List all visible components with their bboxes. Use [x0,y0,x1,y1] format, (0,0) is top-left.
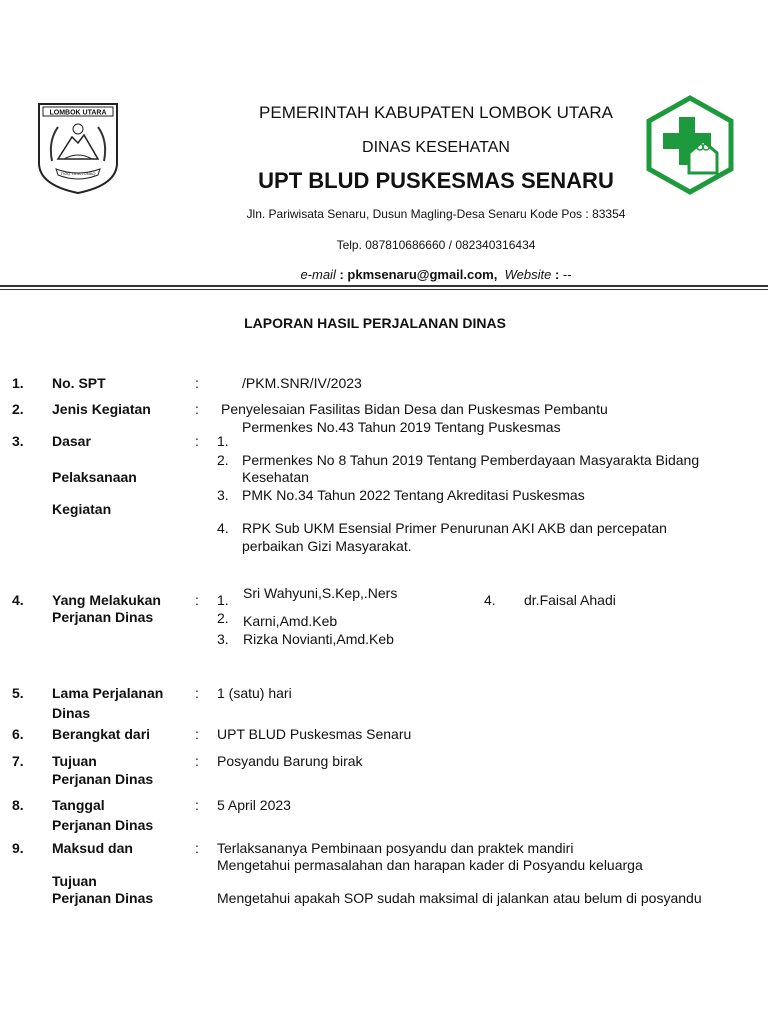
purpose-line: Mengetahui permasalahan dan harapan kader di Posyandu keluarga [217,857,643,873]
item-label: Jenis Kegiatan [52,401,151,417]
item-number: 9. [12,840,24,856]
letterhead-phone: Telp. 087810686660 / 082340316434 [336,238,536,252]
item-number: 7. [12,753,24,769]
person-name: Karni,Amd.Keb [243,613,338,629]
colon: : [195,592,199,608]
basis-number: 4. [217,520,229,536]
item-label: Perjanan Dinas [52,890,154,906]
letterhead-government: PEMERINTAH KABUPATEN LOMBOK UTARA [259,103,613,122]
item-label: Tujuan [52,873,97,889]
email-label: e-mail [300,267,336,282]
basis-text: RPK Sub UKM Esensial Primer Penurunan AKI AKB dan percepatan [242,520,667,536]
basis-number: 2. [217,452,229,468]
header-divider-thin [0,289,768,290]
colon: : [195,433,199,449]
activity-type: Penyelesaian Fasilitas Bidan Desa dan Puskesmas Pembantu [221,401,608,417]
item-label: No. SPT [52,375,106,391]
email-value: pkmsenaru@gmail.com, [347,267,498,282]
website-label: Website [504,267,552,282]
emblem-title: LOMBOK UTARA [49,109,107,117]
trip-date: 5 April 2023 [217,797,291,813]
colon: : [195,797,199,813]
letterhead-institution: UPT BLUD PUSKESMAS SENARU [258,168,614,193]
person-number: 3. [217,631,229,647]
person-name: dr.Faisal Ahadi [524,592,616,608]
basis-number: 1. [217,433,229,449]
purpose-line: Terlaksananya Pembinaan posyandu dan praktek mandiri [217,840,574,856]
colon: : [195,401,199,417]
item-label: Perjanan Dinas [52,609,154,625]
person-number: 4. [484,592,496,608]
item-label: Dinas [52,705,91,721]
item-label: Lama Perjalanan [52,685,164,701]
departure-place: UPT BLUD Puskesmas Senaru [217,726,412,742]
item-label: Tujuan [52,753,97,769]
basis-text: Kesehatan [242,469,309,485]
purpose-line: Mengetahui apakah SOP sudah maksimal di jalankan atau belum di posyandu [217,890,702,906]
person-name: Sri Wahyuni,S.Kep,.Ners [243,585,398,601]
item-number: 2. [12,401,24,417]
item-number: 4. [12,592,24,608]
item-label: Yang Melakukan [52,592,161,608]
item-label: Perjanan Dinas [52,817,154,833]
item-label: Pelaksanaan [52,469,137,485]
basis-number: 3. [217,487,229,503]
item-number: 5. [12,685,24,701]
basis-text: Permenkes No 8 Tahun 2019 Tentang Pemberdayaan Masyarakta Bidang [242,452,700,468]
website-value: -- [562,267,572,282]
letterhead-contact: e-mail : pkmsenaru@gmail.com, Website : -- [300,267,572,282]
colon: : [195,375,199,391]
colon: : [195,753,199,769]
item-label: Dasar [52,433,91,449]
basis-text: perbaikan Gizi Masyarakat. [242,538,412,554]
header-divider-thick [0,285,768,287]
item-label: Berangkat dari [52,726,151,742]
letterhead-department: DINAS KESEHATAN [362,139,510,156]
colon: : [195,726,199,742]
item-number: 6. [12,726,24,742]
item-label: Maksud dan [52,840,133,856]
person-name: Rizka Novianti,Amd.Keb [243,631,394,647]
item-number: 8. [12,797,24,813]
item-label: Tanggal [52,797,105,813]
item-label: Kegiatan [52,501,112,517]
colon: : [195,685,199,701]
emblem-motto: TIOQ TATA TUNAQ [60,171,96,176]
basis-text: PMK No.34 Tahun 2022 Tentang Akreditasi Puskesmas [242,487,585,503]
item-number: 1. [12,375,24,391]
person-number: 1. [217,592,229,608]
item-label: Perjanan Dinas [52,771,154,787]
spt-number: /PKM.SNR/IV/2023 [242,375,362,391]
basis-text: Permenkes No.43 Tahun 2019 Tentang Puskesmas [242,419,561,435]
person-number: 2. [217,610,229,626]
colon: : [195,840,199,856]
item-number: 3. [12,433,24,449]
letterhead-address: Jln. Pariwisata Senaru, Dusun Magling-Desa Senaru Kode Pos : 83354 [246,207,626,221]
trip-duration: 1 (satu) hari [217,685,292,701]
destination: Posyandu Barung birak [217,753,363,769]
document-title: LAPORAN HASIL PERJALANAN DINAS [244,315,506,331]
